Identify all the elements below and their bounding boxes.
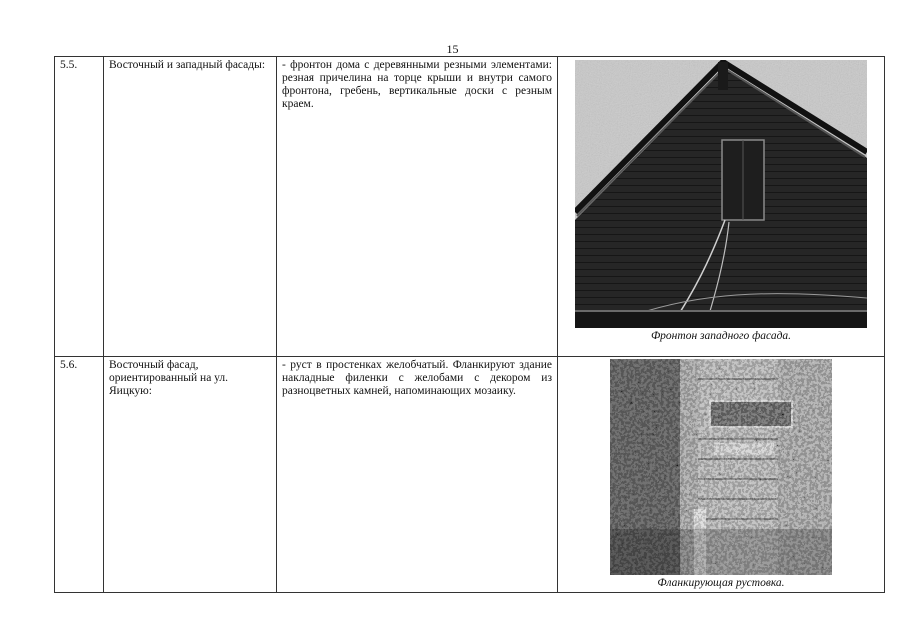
row-number: 5.6. (55, 357, 104, 593)
west-facade-gable-photo (575, 60, 867, 328)
document-table (54, 56, 885, 593)
table-row (55, 357, 885, 593)
description-text: - руст в простенках желобчатый. Фланкируют здание накладные филенки с желобами с декором из разноцветных камней, напоминающих мозаику. (282, 359, 552, 397)
element-description (277, 57, 558, 357)
element-name: Восточный и западный фасады: (104, 57, 277, 357)
page-number: 15 (446, 42, 459, 56)
row-number: 5.5. (55, 57, 104, 357)
flanking-rustication-photo (610, 359, 832, 575)
photo-caption: Фронтон западного фасада. (650, 330, 792, 342)
element-name: Восточный фасад, ориентированный на ул. Яицкую: (104, 357, 277, 593)
description-text: - фронтон дома с деревянными резными элементами: резная причелина на торце крыши и внутри самого фронтона, гребень, вертикальные доски с резным краем. (282, 59, 552, 110)
element-description (277, 357, 558, 593)
photo-cell (558, 57, 885, 357)
photo-caption: Фланкирующая рустовка. (657, 577, 785, 589)
photo-cell (558, 357, 885, 593)
table-row (55, 57, 885, 357)
